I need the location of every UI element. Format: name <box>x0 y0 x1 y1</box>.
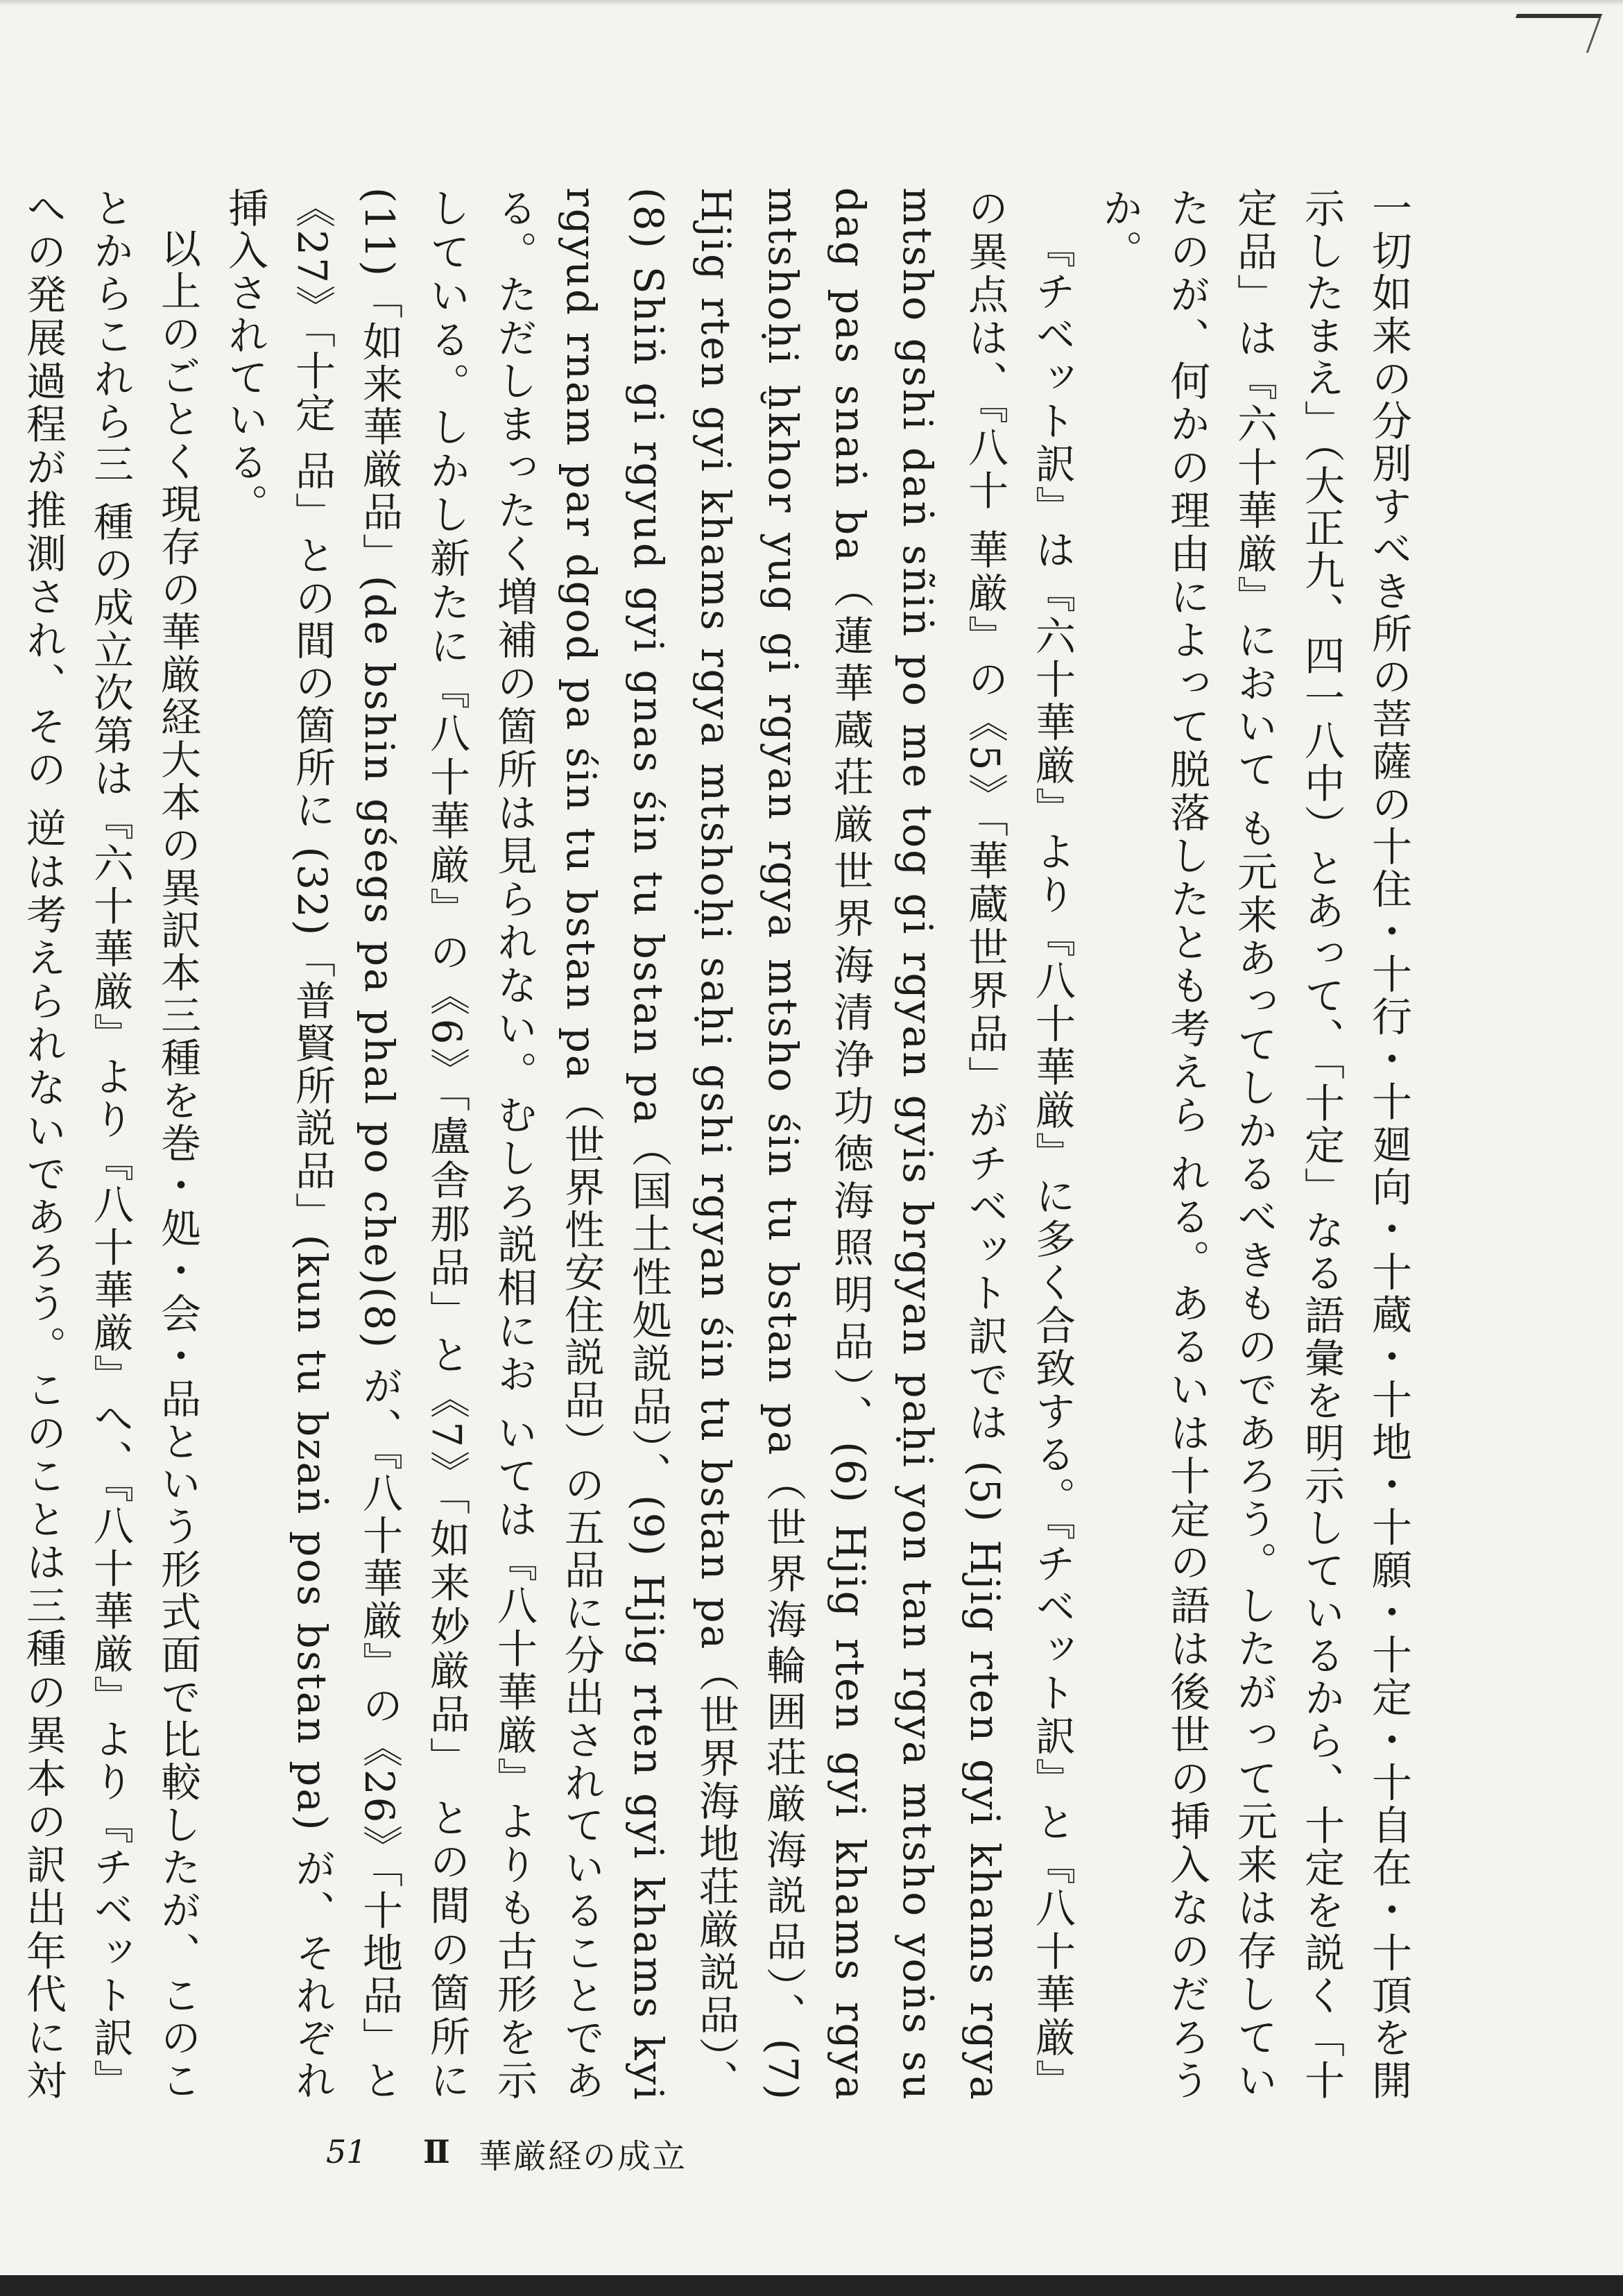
paragraph-1: 一切如来の分別すべき所の菩薩の十住・十行・十廻向・十蔵・十地・十願・十定・十自在・十頂を開示したまえ」（大正九、四一八中）とあって、「十定」なる語彙を明示しているから、十定を説く「十定品」は『六十華厳』において も元来あってしかるべきものであろう。したがって元来は存していたのが、何かの理由によって脱落したとも考えら れる。あるいは十定の語は後世の挿入なのだろうか。 <box>1096 187 1412 2102</box>
running-title: 華厳経の成立 <box>479 2137 687 2176</box>
page-number: 51 <box>326 2133 367 2170</box>
paragraph-2: 『チベット訳』は『六十華厳』より『八十華厳』に多く合致する。『チベット訳』と『八十華厳』の異点は、『八十 華厳』の《5》「華蔵世界品」がチベット訳では (5) Hjig rten gyi khams rgya mtsho gshi daṅ sñiṅ po me tog gi rgyan gyis brgyan paḥi yon tan rgya mtsho yoṅs su dag pas snaṅ ba（蓮華蔵荘厳世界海清浄功徳海照明品）、(6) Hjig rten gyi khams rgya mtshoḥi ḫkhor yug gi rgyan rgya mtsho śin tu bstan pa（世界海輪囲荘厳海説品）、(7) Hjig rten gyi khams rgya mtshoḥi saḥi gshi rgyan śin tu bstan pa（世界海地荘厳説品）、(8) Shiṅ gi rgyud gyi gnas śin tu bstan pa（国土性処説品）、(9) Hjig rten gyi khams kyi rgyud rnam par dgod pa śin tu bstan pa（世界性安住説品）の五品に分出されていることである。ただしまったく増補の箇所は見られない。むしろ説相にお いては『八十華厳』よりも古形を示している。しかし新たに『八十華厳』の《6》「盧舎那品」と《7》「如来妙厳品」 との間の箇所に (11)「如来華厳品」(de bshin gśegs pa phal po che)(8) が、『八十華厳』の《26》「十地品」と《27》「十定 品」との間の箇所に (32)「普賢所説品」(kun tu bzaṅ pos bstan pa) が、それぞれ挿入されている。 <box>221 187 1076 2102</box>
scan-edge-top <box>0 0 1623 6</box>
paragraph-3: 以上のごとく現存の華厳経大本の異訳本三種を巻・処・会・品という形式面で比較したが、このことからこれら三 種の成立次第は『六十華厳』より『八十華厳』へ、『八十華厳』より『チベット訳』への発展過程が推測され、その 逆は考えられないであろう。このことは三種の異本の訳出年代に対 <box>19 187 201 2102</box>
scan-corner-mark <box>1503 14 1602 53</box>
body-text <box>19 187 1422 2102</box>
chapter-numeral: Ⅱ <box>423 2133 450 2170</box>
scan-edge-bottom <box>0 2275 1623 2296</box>
